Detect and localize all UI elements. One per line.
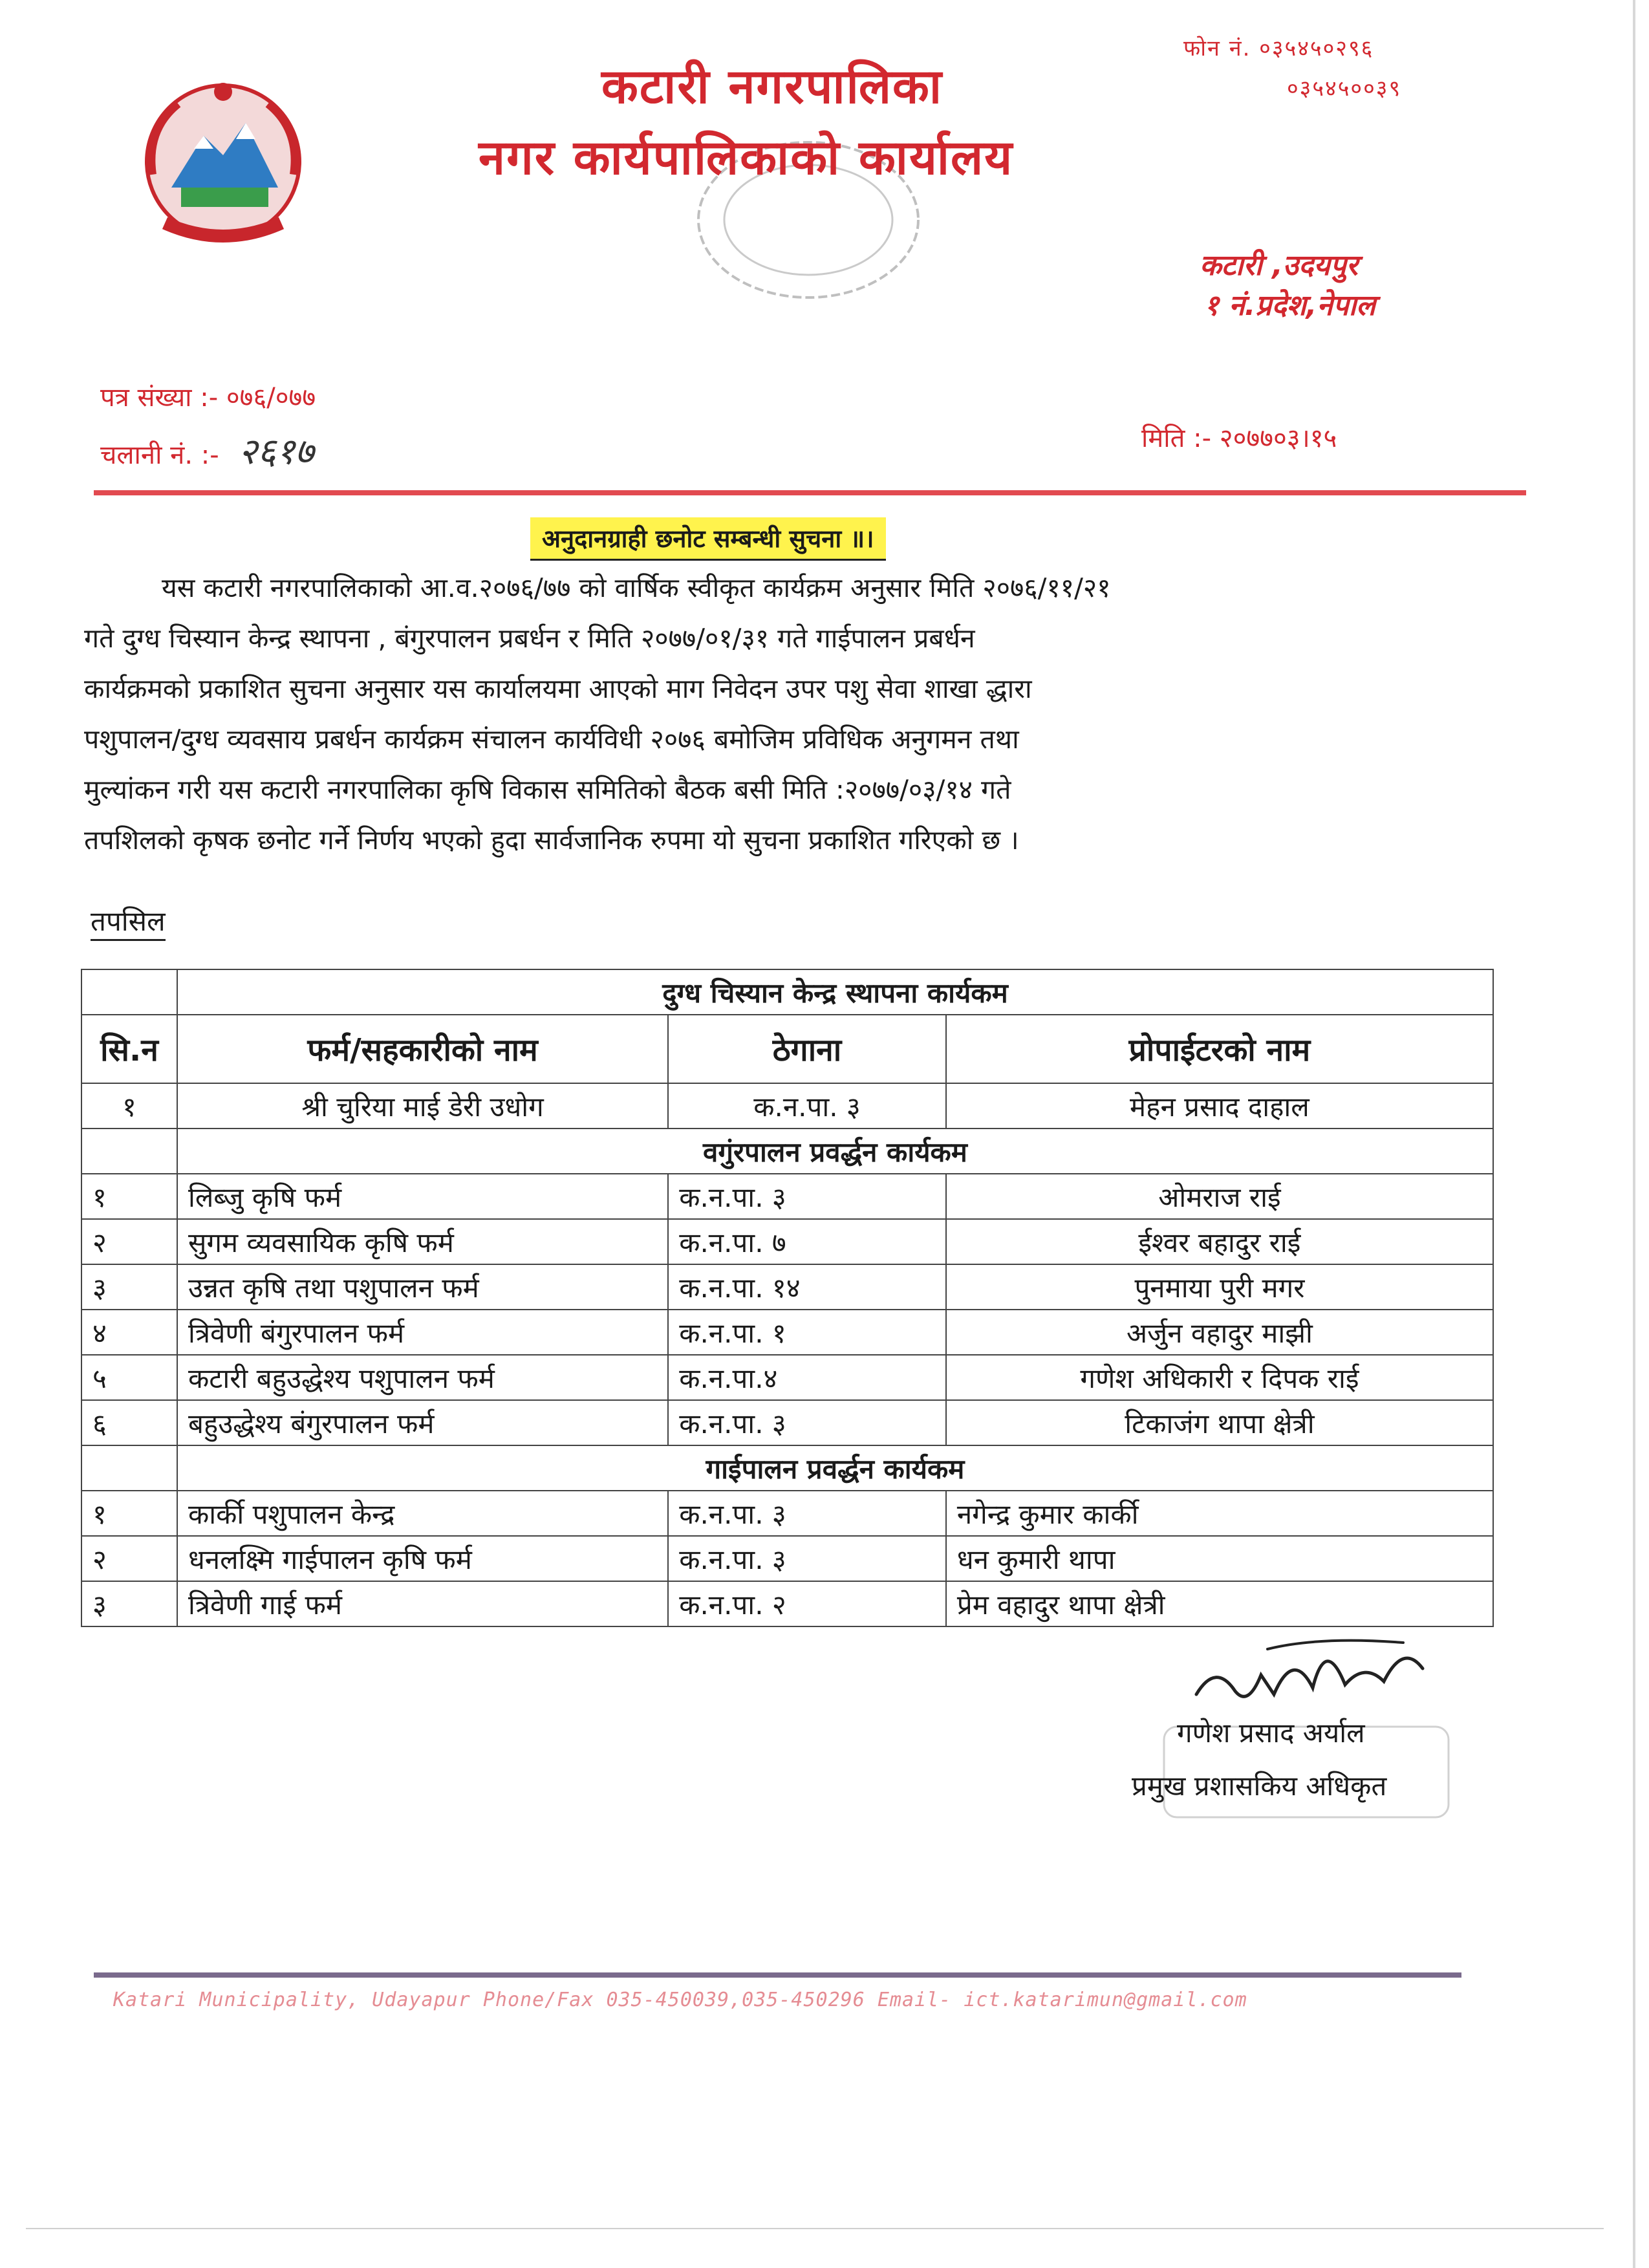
cell-proprietor: गणेश अधिकारी र दिपक राई — [946, 1355, 1493, 1400]
table-row — [81, 1491, 1493, 1536]
footer-divider — [94, 1972, 1461, 1978]
cell-address: क.न.पा. ७ — [668, 1219, 946, 1264]
cell-firm: श्री चुरिया माई डेरी उधोग — [177, 1083, 668, 1129]
signer-title: प्रमुख प्रशासकिय अधिकृत — [1132, 1770, 1387, 1802]
cell-proprietor: ओमराज राई — [946, 1174, 1493, 1219]
table-row — [81, 1219, 1493, 1264]
cell-sn: ६ — [81, 1400, 177, 1445]
signer-name: गणेश प्रसाद अर्याल — [1177, 1717, 1365, 1749]
list-heading: तपसिल — [91, 902, 166, 941]
cell-sn: २ — [81, 1536, 177, 1581]
table-row — [81, 1400, 1493, 1445]
section-title: गाईपालन प्रवर्द्धन कार्यकम — [177, 1445, 1493, 1491]
letter-number: पत्र संख्या :- ०७६/०७७ — [100, 383, 316, 413]
letter-date: मिति :- २०७७०३।१५ — [1141, 424, 1337, 453]
cell-proprietor: पुनमाया पुरी मगर — [946, 1264, 1493, 1310]
phone-number-2: ०३५४५००३९ — [1287, 76, 1402, 102]
col-header-sn: सि.न — [81, 1015, 177, 1083]
cell-proprietor: अर्जुन वहादुर माझी — [946, 1310, 1493, 1355]
office-name: नगर कार्यपालिकाको कार्यालय — [479, 130, 1014, 186]
cell-firm: त्रिवेणी बंगुरपालन फर्म — [177, 1310, 668, 1355]
municipality-name: कटारी नगरपालिका — [601, 59, 943, 114]
cell-address: क.न.पा. १४ — [668, 1264, 946, 1310]
cell-firm: सुगम व्यवसायिक कृषि फर्म — [177, 1219, 668, 1264]
cell-firm: कटारी बहुउद्धेश्य पशुपालन फर्म — [177, 1355, 668, 1400]
page-right-edge — [1633, 0, 1635, 2268]
header-divider — [94, 490, 1526, 495]
col-header-proprietor: प्रोपाईटरको नाम — [946, 1015, 1493, 1083]
cell-proprietor: मेहन प्रसाद दाहाल — [946, 1083, 1493, 1129]
cell-firm: त्रिवेणी गाई फर्म — [177, 1581, 668, 1626]
col-header-firm: फर्म/सहकारीको नाम — [177, 1015, 668, 1083]
table-row — [81, 1355, 1493, 1400]
table-row — [81, 1536, 1493, 1581]
cell-proprietor: नगेन्द्र कुमार कार्की — [946, 1491, 1493, 1536]
address-line-2: १ नं.प्रदेश,नेपाल — [1204, 289, 1376, 322]
body-line: यस कटारी नगरपालिकाको आ.व.२०७६/७७ को वार्षिक स्वीकृत कार्यक्रम अनुसार मिति २०७६/११/२१ — [162, 572, 1111, 603]
table-row — [81, 1310, 1493, 1355]
table-row — [81, 1264, 1493, 1310]
table-section-header — [81, 969, 1493, 1015]
cell-firm: लिब्जु कृषि फर्म — [177, 1174, 668, 1219]
cell-firm: धनलक्ष्मि गाईपालन कृषि फर्म — [177, 1536, 668, 1581]
cell-address: क.न.पा. ३ — [668, 1491, 946, 1536]
cell-proprietor: धन कुमारी थापा — [946, 1536, 1493, 1581]
phone-number-1: फोन नं. ०३५४५०२९६ — [1183, 36, 1374, 61]
address-line-1: कटारी ,उदयपुर — [1200, 249, 1358, 282]
cell-sn: ३ — [81, 1581, 177, 1626]
cell-proprietor: टिकाजंग थापा क्षेत्री — [946, 1400, 1493, 1445]
dispatch-number-label: चलानी नं. :- — [100, 440, 219, 470]
table-row — [81, 1581, 1493, 1626]
cell-sn: १ — [81, 1491, 177, 1536]
cell-firm: बहुउद्धेश्य बंगुरपालन फर्म — [177, 1400, 668, 1445]
cell-sn: ३ — [81, 1264, 177, 1310]
body-line: गते दुग्ध चिस्यान केन्द्र स्थापना , बंगुरपालन प्रबर्धन र मिति २०७७/०१/३१ गते गाईपालन प्रबर्धन — [84, 623, 975, 654]
dispatch-number — [100, 426, 314, 475]
cell-sn: ५ — [81, 1355, 177, 1400]
body-line: मुल्यांकन गरी यस कटारी नगरपालिका कृषि विकास समितिको बैठक बसी मिति :२०७७/०३/१४ गते — [84, 774, 1011, 805]
selection-table — [81, 969, 1494, 1627]
cell-sn: १ — [81, 1174, 177, 1219]
cell-address: क.न.पा.४ — [668, 1355, 946, 1400]
table-section-header — [81, 1445, 1493, 1491]
cell-sn: २ — [81, 1219, 177, 1264]
cell-proprietor: ईश्वर बहादुर राई — [946, 1219, 1493, 1264]
cell-sn: ४ — [81, 1310, 177, 1355]
dispatch-number-value: २६१७ — [238, 431, 314, 473]
cell-address: क.न.पा. १ — [668, 1310, 946, 1355]
signature-scribble — [1190, 1623, 1436, 1720]
nepal-emblem-icon — [126, 78, 320, 246]
cell-address: क.न.पा. ३ — [668, 1083, 946, 1129]
table-section-header — [81, 1129, 1493, 1174]
table-row — [81, 1083, 1493, 1129]
notice-body — [84, 563, 1455, 865]
footer-contact: Katari Municipality, Udayapur Phone/Fax 035-450039,035-450296 Email- ict.katarimun@gmail.com — [113, 1989, 1247, 2011]
body-line: तपशिलको कृषक छनोट गर्ने निर्णय भएको हुदा सार्वजानिक रुपमा यो सुचना प्रकाशित गरिएको छ । — [84, 825, 1019, 856]
notice-subject: अनुदानग्राही छनोट सम्बन्धी सुचना ॥। — [530, 517, 886, 561]
body-line: कार्यक्रमको प्रकाशित सुचना अनुसार यस कार्यालयमा आएको माग निवेदन उपर पशु सेवा शाखा द्धारा — [84, 673, 1032, 704]
cell-address: क.न.पा. ३ — [668, 1400, 946, 1445]
body-line: पशुपालन/दुग्ध व्यवसाय प्रबर्धन कार्यक्रम संचालन कार्यविधी २०७६ बमोजिम प्रविधिक अनुगमन तथा — [84, 724, 1019, 755]
section-title: वगुंरपालन प्रवर्द्धन कार्यकम — [177, 1129, 1493, 1174]
cell-address: क.न.पा. २ — [668, 1581, 946, 1626]
table-row — [81, 1174, 1493, 1219]
table-header-row — [81, 1015, 1493, 1083]
col-header-address: ठेगाना — [668, 1015, 946, 1083]
cell-proprietor: प्रेम वहादुर थापा क्षेत्री — [946, 1581, 1493, 1626]
cell-sn: १ — [81, 1083, 177, 1129]
section-title: दुग्ध चिस्यान केन्द्र स्थापना कार्यकम — [177, 969, 1493, 1015]
cell-firm: उन्नत कृषि तथा पशुपालन फर्म — [177, 1264, 668, 1310]
cell-firm: कार्की पशुपालन केन्द्र — [177, 1491, 668, 1536]
page-bottom-edge — [26, 2228, 1604, 2229]
cell-address: क.न.पा. ३ — [668, 1174, 946, 1219]
cell-address: क.न.पा. ३ — [668, 1536, 946, 1581]
